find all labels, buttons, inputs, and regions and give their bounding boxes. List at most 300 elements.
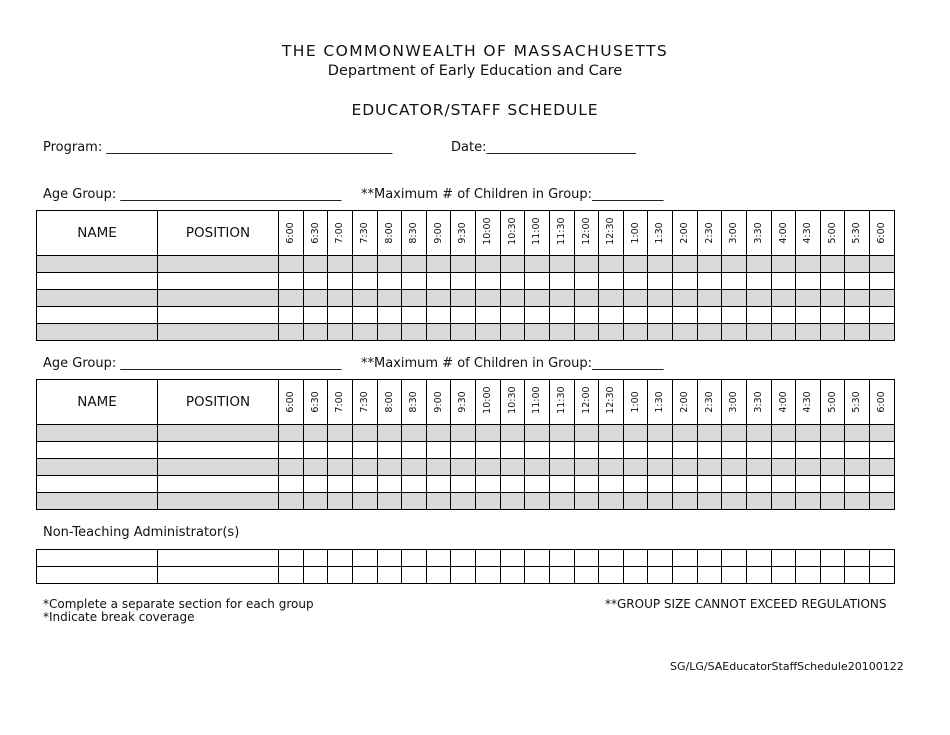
time-cell[interactable] [377,550,402,567]
time-cell[interactable] [352,290,377,307]
time-cell[interactable] [796,567,821,584]
time-cell[interactable] [525,476,550,493]
time-cell[interactable] [722,476,747,493]
time-cell[interactable] [746,550,771,567]
time-cell[interactable] [697,273,722,290]
time-cell[interactable] [673,567,698,584]
time-cell[interactable] [722,324,747,341]
time-cell[interactable] [525,567,550,584]
time-cell[interactable] [303,442,328,459]
position-cell[interactable] [158,425,279,442]
time-cell[interactable] [746,307,771,324]
time-cell[interactable] [599,324,624,341]
time-cell[interactable] [426,476,451,493]
time-cell[interactable] [771,567,796,584]
time-cell[interactable] [845,459,870,476]
time-cell[interactable] [451,459,476,476]
time-cell[interactable] [549,493,574,510]
time-cell[interactable] [870,324,895,341]
time-cell[interactable] [402,307,427,324]
time-cell[interactable] [476,307,501,324]
time-cell[interactable] [476,493,501,510]
time-cell[interactable] [697,459,722,476]
time-cell[interactable] [476,425,501,442]
time-cell[interactable] [402,256,427,273]
time-cell[interactable] [648,324,673,341]
time-cell[interactable] [845,476,870,493]
time-cell[interactable] [328,442,353,459]
time-cell[interactable] [402,459,427,476]
time-cell[interactable] [746,256,771,273]
time-cell[interactable] [746,273,771,290]
time-cell[interactable] [574,273,599,290]
time-cell[interactable] [820,324,845,341]
time-cell[interactable] [697,256,722,273]
time-cell[interactable] [279,550,304,567]
max-children-field-1[interactable]: **Maximum # of Children in Group:___________ [361,187,664,202]
time-cell[interactable] [574,307,599,324]
name-cell[interactable] [37,493,158,510]
time-cell[interactable] [623,459,648,476]
time-cell[interactable] [525,459,550,476]
time-cell[interactable] [402,476,427,493]
time-cell[interactable] [771,425,796,442]
time-cell[interactable] [820,425,845,442]
time-cell[interactable] [352,493,377,510]
position-cell[interactable] [158,273,279,290]
time-cell[interactable] [722,442,747,459]
time-cell[interactable] [303,273,328,290]
time-cell[interactable] [549,324,574,341]
time-cell[interactable] [303,459,328,476]
time-cell[interactable] [623,567,648,584]
time-cell[interactable] [500,550,525,567]
time-cell[interactable] [525,425,550,442]
time-cell[interactable] [476,459,501,476]
position-cell[interactable] [158,324,279,341]
time-cell[interactable] [303,425,328,442]
time-cell[interactable] [870,442,895,459]
time-cell[interactable] [722,567,747,584]
time-cell[interactable] [303,307,328,324]
time-cell[interactable] [402,442,427,459]
time-cell[interactable] [623,256,648,273]
time-cell[interactable] [845,324,870,341]
time-cell[interactable] [623,493,648,510]
time-cell[interactable] [673,493,698,510]
time-cell[interactable] [500,567,525,584]
time-cell[interactable] [352,273,377,290]
age-group-field-2[interactable]: Age Group: __________________________________ [43,356,342,371]
time-cell[interactable] [820,459,845,476]
time-cell[interactable] [328,550,353,567]
time-cell[interactable] [771,476,796,493]
time-cell[interactable] [426,324,451,341]
name-cell[interactable] [37,476,158,493]
time-cell[interactable] [303,476,328,493]
position-cell[interactable] [158,550,279,567]
time-cell[interactable] [328,425,353,442]
position-cell[interactable] [158,476,279,493]
time-cell[interactable] [451,493,476,510]
time-cell[interactable] [549,273,574,290]
time-cell[interactable] [870,476,895,493]
time-cell[interactable] [845,307,870,324]
program-field[interactable]: Program: ____________________________________________ [43,140,393,155]
time-cell[interactable] [574,493,599,510]
time-cell[interactable] [476,256,501,273]
time-cell[interactable] [377,459,402,476]
time-cell[interactable] [377,425,402,442]
time-cell[interactable] [426,256,451,273]
time-cell[interactable] [377,307,402,324]
time-cell[interactable] [722,256,747,273]
time-cell[interactable] [352,425,377,442]
time-cell[interactable] [697,425,722,442]
time-cell[interactable] [870,425,895,442]
time-cell[interactable] [476,476,501,493]
name-cell[interactable] [37,459,158,476]
time-cell[interactable] [623,273,648,290]
time-cell[interactable] [845,550,870,567]
time-cell[interactable] [303,290,328,307]
time-cell[interactable] [377,567,402,584]
time-cell[interactable] [402,425,427,442]
time-cell[interactable] [303,550,328,567]
time-cell[interactable] [845,273,870,290]
time-cell[interactable] [352,307,377,324]
time-cell[interactable] [648,567,673,584]
position-cell[interactable] [158,459,279,476]
time-cell[interactable] [451,256,476,273]
time-cell[interactable] [673,256,698,273]
time-cell[interactable] [279,307,304,324]
time-cell[interactable] [500,442,525,459]
name-cell[interactable] [37,567,158,584]
time-cell[interactable] [500,307,525,324]
name-cell[interactable] [37,256,158,273]
time-cell[interactable] [574,290,599,307]
time-cell[interactable] [303,324,328,341]
time-cell[interactable] [451,290,476,307]
name-cell[interactable] [37,290,158,307]
time-cell[interactable] [796,550,821,567]
name-cell[interactable] [37,442,158,459]
time-cell[interactable] [673,273,698,290]
time-cell[interactable] [377,493,402,510]
time-cell[interactable] [599,256,624,273]
time-cell[interactable] [623,307,648,324]
time-cell[interactable] [500,324,525,341]
time-cell[interactable] [402,273,427,290]
time-cell[interactable] [549,459,574,476]
time-cell[interactable] [870,567,895,584]
time-cell[interactable] [870,256,895,273]
time-cell[interactable] [574,567,599,584]
time-cell[interactable] [574,256,599,273]
time-cell[interactable] [500,273,525,290]
time-cell[interactable] [279,442,304,459]
time-cell[interactable] [377,290,402,307]
time-cell[interactable] [549,550,574,567]
time-cell[interactable] [451,567,476,584]
time-cell[interactable] [697,307,722,324]
time-cell[interactable] [476,290,501,307]
time-cell[interactable] [845,493,870,510]
time-cell[interactable] [476,550,501,567]
time-cell[interactable] [500,425,525,442]
time-cell[interactable] [796,256,821,273]
time-cell[interactable] [820,307,845,324]
time-cell[interactable] [746,290,771,307]
time-cell[interactable] [525,324,550,341]
time-cell[interactable] [623,550,648,567]
date-field[interactable]: Date:_______________________ [451,140,636,155]
time-cell[interactable] [328,290,353,307]
time-cell[interactable] [820,550,845,567]
time-cell[interactable] [451,550,476,567]
time-cell[interactable] [623,425,648,442]
time-cell[interactable] [673,324,698,341]
name-cell[interactable] [37,425,158,442]
time-cell[interactable] [820,273,845,290]
time-cell[interactable] [845,442,870,459]
time-cell[interactable] [574,442,599,459]
time-cell[interactable] [451,324,476,341]
position-cell[interactable] [158,256,279,273]
time-cell[interactable] [599,493,624,510]
time-cell[interactable] [623,324,648,341]
time-cell[interactable] [500,476,525,493]
time-cell[interactable] [574,324,599,341]
time-cell[interactable] [673,425,698,442]
time-cell[interactable] [722,273,747,290]
time-cell[interactable] [525,290,550,307]
time-cell[interactable] [648,442,673,459]
time-cell[interactable] [796,476,821,493]
time-cell[interactable] [746,442,771,459]
time-cell[interactable] [820,493,845,510]
time-cell[interactable] [820,567,845,584]
time-cell[interactable] [352,324,377,341]
time-cell[interactable] [549,290,574,307]
time-cell[interactable] [771,273,796,290]
time-cell[interactable] [746,459,771,476]
time-cell[interactable] [845,290,870,307]
time-cell[interactable] [870,459,895,476]
time-cell[interactable] [697,324,722,341]
time-cell[interactable] [771,459,796,476]
time-cell[interactable] [648,290,673,307]
time-cell[interactable] [870,273,895,290]
time-cell[interactable] [870,550,895,567]
time-cell[interactable] [500,256,525,273]
time-cell[interactable] [426,290,451,307]
age-group-field-1[interactable]: Age Group: __________________________________ [43,187,342,202]
time-cell[interactable] [426,307,451,324]
position-cell[interactable] [158,307,279,324]
time-cell[interactable] [549,476,574,493]
time-cell[interactable] [549,425,574,442]
time-cell[interactable] [500,493,525,510]
time-cell[interactable] [402,493,427,510]
time-cell[interactable] [426,550,451,567]
time-cell[interactable] [599,476,624,493]
time-cell[interactable] [303,567,328,584]
time-cell[interactable] [722,290,747,307]
time-cell[interactable] [279,290,304,307]
time-cell[interactable] [746,425,771,442]
time-cell[interactable] [426,442,451,459]
time-cell[interactable] [845,425,870,442]
time-cell[interactable] [673,459,698,476]
time-cell[interactable] [623,476,648,493]
time-cell[interactable] [673,476,698,493]
time-cell[interactable] [328,476,353,493]
time-cell[interactable] [820,256,845,273]
time-cell[interactable] [648,256,673,273]
time-cell[interactable] [476,324,501,341]
time-cell[interactable] [549,307,574,324]
position-cell[interactable] [158,290,279,307]
time-cell[interactable] [549,567,574,584]
time-cell[interactable] [352,256,377,273]
time-cell[interactable] [377,442,402,459]
time-cell[interactable] [328,459,353,476]
time-cell[interactable] [599,273,624,290]
name-cell[interactable] [37,550,158,567]
time-cell[interactable] [820,476,845,493]
time-cell[interactable] [303,493,328,510]
time-cell[interactable] [870,307,895,324]
time-cell[interactable] [648,493,673,510]
time-cell[interactable] [796,425,821,442]
time-cell[interactable] [328,273,353,290]
time-cell[interactable] [328,324,353,341]
time-cell[interactable] [599,425,624,442]
time-cell[interactable] [377,256,402,273]
time-cell[interactable] [352,459,377,476]
time-cell[interactable] [697,290,722,307]
time-cell[interactable] [599,550,624,567]
time-cell[interactable] [697,550,722,567]
position-cell[interactable] [158,442,279,459]
time-cell[interactable] [352,476,377,493]
time-cell[interactable] [426,273,451,290]
time-cell[interactable] [746,567,771,584]
time-cell[interactable] [746,493,771,510]
time-cell[interactable] [771,307,796,324]
time-cell[interactable] [525,442,550,459]
time-cell[interactable] [525,273,550,290]
time-cell[interactable] [722,493,747,510]
name-cell[interactable] [37,324,158,341]
time-cell[interactable] [648,425,673,442]
time-cell[interactable] [574,476,599,493]
time-cell[interactable] [279,256,304,273]
time-cell[interactable] [796,493,821,510]
time-cell[interactable] [574,550,599,567]
time-cell[interactable] [771,493,796,510]
time-cell[interactable] [279,567,304,584]
time-cell[interactable] [328,567,353,584]
time-cell[interactable] [402,324,427,341]
position-cell[interactable] [158,567,279,584]
time-cell[interactable] [377,324,402,341]
time-cell[interactable] [599,567,624,584]
time-cell[interactable] [426,459,451,476]
time-cell[interactable] [279,324,304,341]
time-cell[interactable] [426,567,451,584]
max-children-field-2[interactable]: **Maximum # of Children in Group:___________ [361,356,664,371]
time-cell[interactable] [328,493,353,510]
time-cell[interactable] [328,307,353,324]
time-cell[interactable] [673,307,698,324]
time-cell[interactable] [697,493,722,510]
time-cell[interactable] [673,290,698,307]
position-cell[interactable] [158,493,279,510]
time-cell[interactable] [402,290,427,307]
time-cell[interactable] [352,567,377,584]
time-cell[interactable] [525,307,550,324]
time-cell[interactable] [279,459,304,476]
time-cell[interactable] [525,493,550,510]
time-cell[interactable] [648,476,673,493]
time-cell[interactable] [697,567,722,584]
time-cell[interactable] [623,442,648,459]
time-cell[interactable] [574,425,599,442]
time-cell[interactable] [771,324,796,341]
time-cell[interactable] [796,307,821,324]
name-cell[interactable] [37,273,158,290]
time-cell[interactable] [796,459,821,476]
time-cell[interactable] [722,425,747,442]
time-cell[interactable] [796,442,821,459]
time-cell[interactable] [845,256,870,273]
time-cell[interactable] [279,425,304,442]
time-cell[interactable] [476,273,501,290]
time-cell[interactable] [377,273,402,290]
time-cell[interactable] [845,567,870,584]
time-cell[interactable] [648,550,673,567]
time-cell[interactable] [599,442,624,459]
time-cell[interactable] [771,550,796,567]
time-cell[interactable] [352,442,377,459]
time-cell[interactable] [796,273,821,290]
time-cell[interactable] [476,442,501,459]
time-cell[interactable] [820,290,845,307]
time-cell[interactable] [771,256,796,273]
time-cell[interactable] [648,459,673,476]
time-cell[interactable] [697,476,722,493]
time-cell[interactable] [451,425,476,442]
time-cell[interactable] [673,442,698,459]
time-cell[interactable] [746,324,771,341]
time-cell[interactable] [451,476,476,493]
time-cell[interactable] [746,476,771,493]
time-cell[interactable] [648,307,673,324]
time-cell[interactable] [279,476,304,493]
time-cell[interactable] [476,567,501,584]
time-cell[interactable] [771,442,796,459]
time-cell[interactable] [426,425,451,442]
time-cell[interactable] [451,273,476,290]
time-cell[interactable] [402,567,427,584]
time-cell[interactable] [451,442,476,459]
time-cell[interactable] [549,442,574,459]
time-cell[interactable] [673,550,698,567]
name-cell[interactable] [37,307,158,324]
